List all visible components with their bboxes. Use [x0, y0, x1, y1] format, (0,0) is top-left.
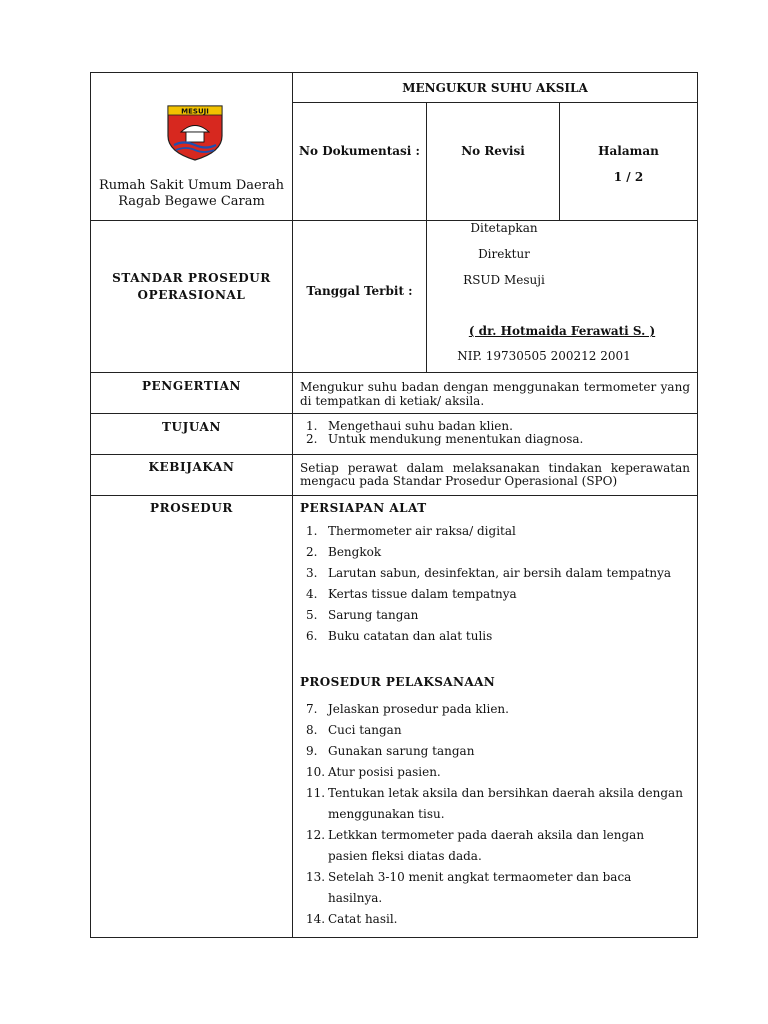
no-dokumentasi-label: No Dokumentasi : [299, 144, 420, 158]
no-revisi-cell [426, 102, 560, 221]
tanggal-terbit-label: Tanggal Terbit : [306, 284, 413, 298]
tujuan-list [306, 420, 686, 446]
prosedur-label: PROSEDUR [150, 501, 233, 515]
list-item [306, 433, 686, 446]
list-item [306, 741, 686, 762]
halaman-cell [559, 102, 698, 221]
hospital-name-line1: Rumah Sakit Umum Daerah [98, 178, 285, 193]
halaman-value: 1 / 2 [613, 170, 644, 184]
document-title: MENGUKUR SUHU AKSILA [402, 81, 588, 95]
list-number: 2. [306, 545, 318, 559]
list-text: Cuci tangan [328, 723, 402, 737]
kebijakan-label: KEBIJAKAN [148, 460, 235, 474]
persiapan-alat-heading: PERSIAPAN ALAT [300, 501, 427, 515]
list-item [306, 584, 686, 605]
kebijakan-line1: Setiap perawat dalam melaksanakan tindakan keperawatan [300, 461, 690, 475]
prosedur-pelaksanaan-list [306, 699, 686, 930]
list-item [306, 825, 686, 867]
list-text: Catat hasil. [328, 912, 398, 926]
list-item [306, 563, 686, 584]
direktur-text: Direktur [478, 247, 530, 261]
list-text: Larutan sabun, desinfektan, air bersih dalam tempatnya [328, 566, 672, 580]
halaman-label: Halaman [598, 144, 659, 158]
list-text: Bengkok [328, 545, 382, 559]
list-number: 1. [306, 524, 318, 538]
pengertian-line2: di tempatkan di ketiak/ aksila. [300, 394, 485, 408]
list-item [306, 605, 686, 626]
ditetapkan-text: Ditetapkan [470, 221, 538, 235]
pengertian-label: PENGERTIAN [141, 379, 242, 393]
signer-name-wrap [426, 324, 698, 338]
spo-document [90, 72, 698, 938]
list-text: Tentukan letak aksila dan bersihkan daerah aksila dengan menggunakan tisu. [328, 786, 683, 821]
list-item [306, 867, 686, 909]
list-number: 2. [306, 432, 318, 446]
list-item [306, 720, 686, 741]
list-text: Mengethaui suhu badan klien. [328, 419, 513, 433]
list-item [306, 626, 686, 647]
hospital-name-line2: Ragab Begawe Caram [118, 194, 265, 209]
persiapan-alat-list [306, 521, 686, 647]
list-text: Atur posisi pasien. [328, 765, 441, 779]
kebijakan-line2: mengacu pada Standar Prosedur Operasional (SPO) [300, 474, 618, 488]
list-number: 1. [306, 419, 318, 433]
prosedur-pelaksanaan-heading: PROSEDUR PELAKSANAAN [300, 675, 496, 689]
list-number: 10. [306, 765, 326, 779]
list-text: Sarung tangan [328, 608, 419, 622]
list-number: 7. [306, 702, 318, 716]
list-item [306, 699, 686, 720]
list-number: 14. [306, 912, 326, 926]
nip-text: NIP. 19730505 200212 2001 [457, 349, 631, 363]
spo-label-line2: OPERASIONAL [137, 288, 246, 302]
list-text: Letkkan termometer pada daerah aksila dan lengan pasien fleksi diatas dada. [328, 828, 645, 863]
list-number: 3. [306, 566, 318, 580]
list-text: Gunakan sarung tangan [328, 744, 475, 758]
list-text: Kertas tissue dalam tempatnya [328, 587, 517, 601]
list-number: 12. [306, 828, 326, 842]
no-dokumentasi-cell [292, 102, 427, 221]
list-item [306, 521, 686, 542]
logo-text: MESUJI [181, 107, 209, 116]
list-text: Thermometer air raksa/ digital [328, 524, 516, 538]
tujuan-label: TUJUAN [161, 420, 222, 434]
list-number: 11. [306, 786, 326, 800]
list-text: Buku catatan dan alat tulis [328, 629, 493, 643]
list-number: 8. [306, 723, 318, 737]
prosedur-label-cell [90, 495, 293, 938]
list-item [306, 783, 686, 825]
list-text: Setelah 3-10 menit angkat termaometer dan baca hasilnya. [328, 870, 632, 905]
list-text: Jelaskan prosedur pada klien. [328, 702, 509, 716]
spo-label-line1: STANDAR PROSEDUR [112, 271, 271, 285]
list-item [306, 909, 686, 930]
pengertian-line1: Mengukur suhu badan dengan menggunakan termometer yang [300, 380, 690, 394]
rsud-text: RSUD Mesuji [463, 273, 545, 287]
list-item [306, 762, 686, 783]
list-text: Untuk mendukung menentukan diagnosa. [328, 432, 584, 446]
list-item [306, 542, 686, 563]
list-number: 13. [306, 870, 326, 884]
list-number: 5. [306, 608, 318, 622]
hospital-logo [164, 102, 226, 162]
no-revisi-label: No Revisi [461, 144, 525, 158]
list-number: 4. [306, 587, 318, 601]
signer-name: ( dr. Hotmaida Ferawati S. ) [468, 324, 656, 338]
list-number: 9. [306, 744, 318, 758]
list-number: 6. [306, 629, 318, 643]
